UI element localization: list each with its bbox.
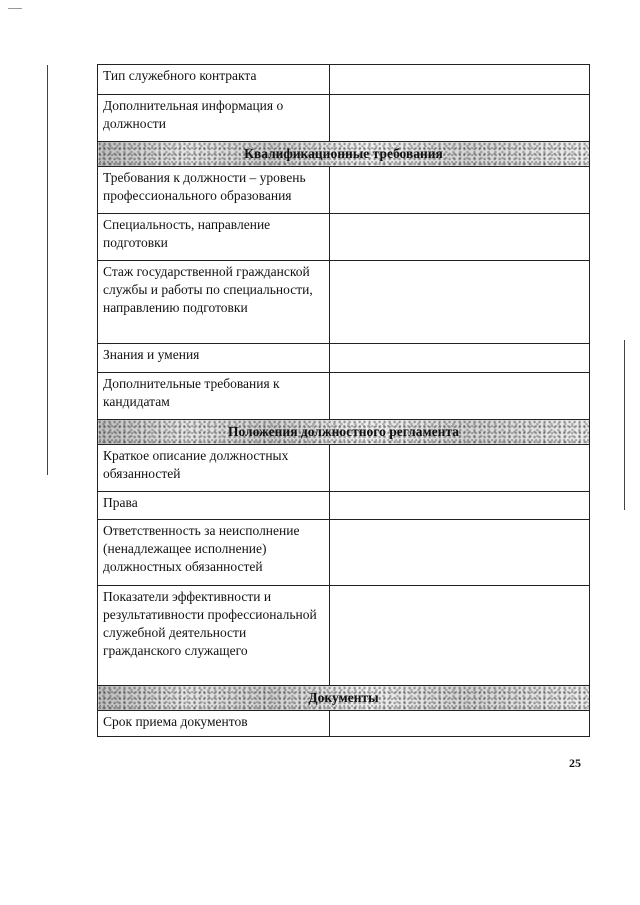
table-row [98, 344, 590, 373]
row-value[interactable] [330, 65, 590, 95]
row-value[interactable] [330, 520, 590, 586]
row-label: Ответственность за неисполнение (ненадлежащее исполнение) должностных обязанностей [98, 520, 330, 586]
row-label: Дополнительные требования к кандидатам [98, 373, 330, 420]
row-value[interactable] [330, 95, 590, 142]
table-row [98, 65, 590, 95]
row-value[interactable] [330, 214, 590, 261]
row-label: Краткое описание должностных обязанностей [98, 445, 330, 492]
table-row [98, 167, 590, 214]
scan-margin-mark [47, 65, 48, 475]
scan-margin-mark [8, 8, 22, 9]
section-title: Положения должностного регламента [98, 420, 590, 445]
row-value[interactable] [330, 711, 590, 737]
table-row [98, 445, 590, 492]
page-number: 25 [569, 756, 581, 770]
row-label: Показатели эффективности и результативности профессиональной служебной деятельности гражданского служащего [98, 586, 330, 686]
section-header-regulation [98, 420, 590, 445]
position-info-table [97, 64, 590, 737]
row-value[interactable] [330, 586, 590, 686]
table-row [98, 520, 590, 586]
table-row [98, 586, 590, 686]
table-row [98, 214, 590, 261]
row-label: Требования к должности – уровень профессионального образования [98, 167, 330, 214]
row-value[interactable] [330, 344, 590, 373]
row-value[interactable] [330, 445, 590, 492]
section-header-qualification [98, 142, 590, 167]
row-value[interactable] [330, 167, 590, 214]
row-label: Дополнительная информация о должности [98, 95, 330, 142]
table-row [98, 373, 590, 420]
table-row [98, 95, 590, 142]
row-value[interactable] [330, 261, 590, 344]
row-label: Специальность, направление подготовки [98, 214, 330, 261]
row-value[interactable] [330, 373, 590, 420]
row-label: Права [98, 492, 330, 520]
section-title: Квалификационные требования [98, 142, 590, 167]
row-value[interactable] [330, 492, 590, 520]
section-title: Документы [98, 686, 590, 711]
row-label: Срок приема документов [98, 711, 330, 737]
table-row [98, 492, 590, 520]
table-row [98, 261, 590, 344]
section-header-documents [98, 686, 590, 711]
row-label: Стаж государственной гражданской службы и работы по специальности, направлению подготовки [98, 261, 330, 344]
row-label: Тип служебного контракта [98, 65, 330, 95]
table-row [98, 711, 590, 737]
scan-margin-mark [624, 340, 625, 510]
row-label: Знания и умения [98, 344, 330, 373]
